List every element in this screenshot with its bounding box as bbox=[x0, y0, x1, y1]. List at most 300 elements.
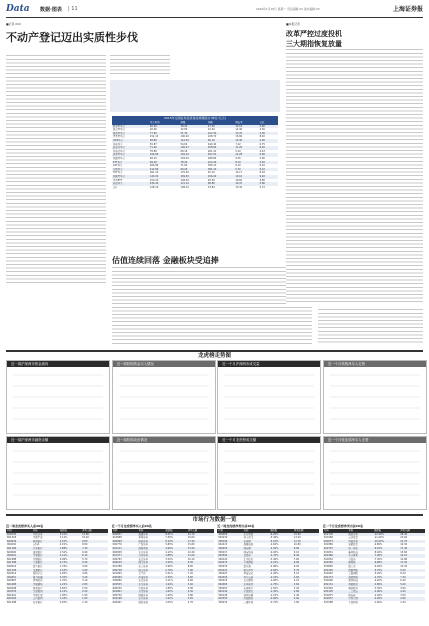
market-table bbox=[112, 524, 214, 624]
table-cell: -2.90% bbox=[269, 564, 279, 568]
chart-panel bbox=[112, 436, 216, 510]
table-cell: 1.88% bbox=[59, 547, 81, 551]
market-banner-title: 市场行为数据一览 bbox=[192, 517, 237, 523]
table-cell: 广发证券 bbox=[138, 543, 149, 547]
main-col-header: 规模 bbox=[179, 121, 206, 125]
table-cell: 混合型基金 bbox=[113, 128, 125, 132]
table-cell: 美的集团 bbox=[32, 590, 59, 594]
table-cell: 300070 bbox=[218, 564, 228, 568]
table-cell: 3.60 bbox=[293, 583, 319, 587]
table-cell: 5.10 bbox=[293, 572, 300, 576]
table-cell: 002657 bbox=[323, 597, 348, 601]
table-cell: 48.10 bbox=[149, 156, 157, 160]
table-cell: -2.00% bbox=[373, 597, 399, 601]
table-cell: 1.44% bbox=[59, 597, 81, 601]
table-row bbox=[112, 186, 278, 190]
table-cell: 光大证券 bbox=[138, 564, 149, 568]
table-cell: 601328 bbox=[6, 569, 32, 573]
market-col-header: 名称 bbox=[347, 529, 373, 533]
table-cell: 300226 bbox=[323, 572, 333, 576]
table-cell: -2.40% bbox=[373, 593, 383, 597]
table-cell: 8.20 bbox=[400, 572, 406, 576]
table-cell: 货币型基金 bbox=[113, 135, 125, 139]
market-table bbox=[323, 524, 425, 624]
table-cell: -10.60% bbox=[373, 540, 399, 544]
table-cell: 71.40 bbox=[149, 146, 180, 150]
left-headline: 不动产登记迈出实质性步伐 bbox=[6, 31, 138, 44]
table-cell: 002594 bbox=[217, 554, 242, 558]
table-cell: 100.40 bbox=[180, 135, 189, 139]
market-col-header: 净买入额 bbox=[187, 529, 214, 533]
table-cell: 8.03 bbox=[259, 171, 265, 175]
table-cell: 3.20% bbox=[164, 561, 186, 565]
table-cell: 47.30 bbox=[207, 125, 234, 129]
table-cell: 300188 bbox=[323, 600, 333, 604]
table-cell: 兴业银行 bbox=[32, 547, 59, 551]
table-cell: 兴业证券 bbox=[137, 554, 164, 558]
table-cell: 天齐锂业 bbox=[347, 554, 373, 558]
table-cell: 300392 bbox=[323, 586, 333, 590]
right-headline-1: 改革严控过度投机 bbox=[286, 30, 342, 38]
table-cell: -4.70% bbox=[373, 576, 399, 580]
table-cell: 招商证券 bbox=[137, 540, 164, 544]
chart-title: 近一周机构资金买入情况 bbox=[113, 361, 215, 367]
table-cell: 10.30 bbox=[400, 564, 408, 568]
table-cell: 19.60 bbox=[187, 536, 195, 540]
table-cell: 汤臣倍健 bbox=[243, 593, 254, 597]
table-cell: 中国建筑 bbox=[32, 583, 59, 587]
table-cell: 1.10% bbox=[59, 569, 81, 573]
table-cell: 安硕信息 bbox=[348, 543, 358, 547]
table-cell: 6.90 bbox=[82, 550, 88, 554]
table-cell: 2.22% bbox=[59, 583, 81, 587]
market-col-header: 涨跌幅 bbox=[269, 529, 293, 533]
table-cell: 2.41% bbox=[59, 554, 81, 558]
table-cell: 6.40 bbox=[400, 579, 406, 583]
table-cell: 1.90 bbox=[82, 593, 88, 597]
table-cell: 2.51% bbox=[165, 572, 173, 576]
table-cell: 3.50 bbox=[400, 593, 406, 597]
table-cell: 合计 bbox=[113, 185, 118, 189]
table-cell: 万达信息 bbox=[348, 536, 358, 540]
table-cell: 1.52% bbox=[59, 550, 68, 554]
market-col-header: 代码 bbox=[6, 529, 32, 533]
table-cell: 600369 bbox=[112, 576, 138, 580]
table-cell: 8.60 bbox=[187, 564, 194, 568]
table-cell: 129.20 bbox=[180, 156, 189, 160]
table-cell: 0.65% bbox=[59, 600, 68, 604]
table-cell: 四维图新 bbox=[347, 569, 373, 573]
table-cell: 002024 bbox=[217, 576, 242, 580]
table-cell: 601377 bbox=[112, 554, 138, 558]
table-cell: 4.20 bbox=[399, 590, 425, 594]
table-cell: 106.20 bbox=[207, 175, 234, 179]
right-article-body-2 bbox=[318, 308, 423, 344]
table-cell: 600958 bbox=[112, 550, 122, 554]
table-cell: -4.60% bbox=[269, 543, 279, 547]
chart-plot bbox=[220, 369, 318, 429]
table-cell: 68.16 bbox=[180, 149, 188, 153]
table-cell: -1.30% bbox=[269, 590, 293, 594]
table-cell: 19.30 bbox=[400, 543, 408, 547]
chart-title: 近一个月营业部净买入走势 bbox=[324, 437, 426, 443]
table-cell: 000333 bbox=[6, 590, 32, 594]
market-table-grid bbox=[112, 529, 214, 604]
market-col-header: 代码 bbox=[323, 529, 348, 533]
table-cell: 国投安信 bbox=[138, 600, 149, 604]
table-cell: 万科A bbox=[32, 543, 40, 547]
table-cell: 38.20 bbox=[179, 125, 206, 129]
table-cell: 10.10 bbox=[187, 557, 195, 561]
table-cell: 4.10 bbox=[293, 579, 300, 583]
table-cell: 46.90 bbox=[149, 128, 157, 132]
table-cell: 中国太保 bbox=[32, 593, 43, 597]
table-cell: 002466 bbox=[323, 554, 348, 558]
chart-title: 近一个月沪深两市成交量 bbox=[218, 361, 320, 367]
table-cell: 碧水源 bbox=[243, 564, 251, 568]
table-cell: 17.40 bbox=[399, 547, 425, 551]
table-cell: 2.16% bbox=[59, 590, 81, 594]
table-cell: 汇川技术 bbox=[243, 557, 254, 561]
table-cell: 108.10 bbox=[180, 185, 189, 189]
table-cell: 海康威视 bbox=[243, 543, 254, 547]
section-name: 数据·图表 bbox=[40, 7, 62, 13]
table-cell: 2.20 bbox=[81, 590, 108, 594]
table-cell: 同花顺 bbox=[243, 547, 269, 551]
table-cell: 002131 bbox=[323, 583, 348, 587]
table-cell: 债券型基金 bbox=[112, 132, 149, 136]
table-cell: 300275 bbox=[323, 593, 333, 597]
chart-title: 近一周沪深两市融资余额 bbox=[7, 437, 109, 443]
table-cell: 600016 bbox=[7, 564, 17, 568]
chart-panel bbox=[323, 436, 427, 510]
table-cell: 14.10 bbox=[399, 554, 425, 558]
table-cell: 19.10 bbox=[234, 175, 258, 179]
table-cell: 000728 bbox=[112, 569, 138, 573]
table-cell: 格力电器 bbox=[32, 576, 59, 580]
table-cell: 股票型基金 bbox=[112, 125, 149, 129]
table-cell: 5.60 bbox=[399, 583, 425, 587]
table-cell: -6.20% bbox=[373, 564, 383, 568]
table-cell: 封闭式基金 bbox=[112, 146, 149, 150]
table-cell: 78.20 bbox=[179, 161, 206, 165]
table-cell: 6.10 bbox=[81, 554, 108, 558]
chart-plot bbox=[115, 369, 213, 429]
table-cell: 9.20 bbox=[399, 569, 425, 573]
table-cell: 24.20 bbox=[207, 128, 215, 132]
table-cell: 000002 bbox=[7, 543, 17, 547]
table-cell: 002353 bbox=[217, 597, 242, 601]
table-cell: 梅安森 bbox=[348, 593, 356, 597]
table-cell: -2.40% bbox=[269, 572, 279, 576]
table-cell: 网宿科技 bbox=[243, 550, 254, 554]
table-cell: 300104 bbox=[217, 540, 242, 544]
table-cell: 东方财富 bbox=[243, 533, 269, 537]
brand-logo: 上海证券报 bbox=[392, 6, 423, 13]
table-cell: -2.90% bbox=[373, 590, 399, 594]
chart-plot bbox=[9, 369, 107, 429]
table-cell: -8.40% bbox=[373, 550, 383, 554]
table-cell: 指数型基金 bbox=[113, 156, 125, 160]
table-cell: 10.40 bbox=[82, 536, 89, 540]
table-cell: 224.40 bbox=[207, 161, 234, 165]
table-cell: 9.90 bbox=[293, 547, 319, 551]
table-cell: 12.28 bbox=[234, 153, 258, 157]
table-cell: 601198 bbox=[112, 597, 138, 601]
market-col-header: 涨跌幅 bbox=[373, 529, 399, 533]
table-cell: -12.40% bbox=[373, 533, 399, 537]
table-cell: 7.30 bbox=[399, 576, 425, 580]
table-cell: 600109 bbox=[112, 561, 138, 565]
table-cell: 东北证券 bbox=[138, 579, 149, 583]
table-cell: 600104 bbox=[6, 597, 32, 601]
table-cell: 康得新 bbox=[347, 561, 373, 565]
table-cell: 12.80 bbox=[400, 557, 408, 561]
table-cell: 平安银行 bbox=[32, 554, 59, 558]
right-kicker: ■本报记者 bbox=[286, 22, 300, 26]
table-cell: 13.20 bbox=[187, 547, 214, 551]
table-cell: 4.90 bbox=[259, 139, 278, 143]
table-cell: 8.80 bbox=[82, 543, 88, 547]
table-cell: 1.90% bbox=[59, 593, 68, 597]
table-cell: 600030 bbox=[6, 533, 32, 537]
table-cell: 乐普医疗 bbox=[243, 586, 254, 590]
market-table-title: 近一个月龙虎榜净卖出前20名 bbox=[322, 524, 363, 528]
table-cell: 1.40% bbox=[165, 593, 173, 597]
table-cell: -6.80% bbox=[373, 561, 399, 565]
table-cell: 121.10 bbox=[179, 182, 206, 186]
table-cell: 6.10 bbox=[259, 168, 278, 172]
table-cell: 102.20 bbox=[179, 153, 206, 157]
table-cell: 9.60 bbox=[81, 540, 108, 544]
table-cell: 380.10 bbox=[207, 164, 217, 168]
table-cell: 300059 bbox=[217, 533, 242, 537]
market-col-header: 代码 bbox=[112, 529, 138, 533]
table-cell: 6.90 bbox=[293, 561, 319, 565]
table-cell: -4.20% bbox=[373, 579, 383, 583]
page-header bbox=[6, 4, 423, 16]
table-cell: 000001 bbox=[6, 554, 32, 558]
table-cell: 游族网络 bbox=[347, 576, 373, 580]
table-cell: 浦发银行 bbox=[32, 550, 43, 554]
table-cell: 5.70 bbox=[234, 168, 258, 172]
table-cell: 300380 bbox=[323, 543, 333, 547]
table-cell: 002065 bbox=[217, 583, 242, 587]
left-kicker: ■记者 XXX bbox=[6, 22, 21, 26]
chart-plot bbox=[326, 445, 424, 505]
table-cell: 爱尔眼科 bbox=[243, 579, 254, 583]
table-cell: QDII基金 bbox=[112, 139, 149, 143]
table-cell: -11.20% bbox=[373, 536, 384, 540]
table-cell: 12.40 bbox=[234, 139, 258, 143]
table-cell: 伊利股份 bbox=[32, 579, 43, 583]
table-cell: 002736 bbox=[323, 533, 348, 537]
table-cell: 228.60 bbox=[207, 146, 234, 150]
table-cell: 1.70% bbox=[59, 579, 68, 583]
table-cell: 国泰君安 bbox=[137, 547, 164, 551]
table-cell: 46.10 bbox=[207, 139, 234, 143]
table-cell: 7.22 bbox=[235, 142, 241, 146]
table-cell: 1.05% bbox=[165, 600, 173, 604]
table-cell: 2.50 bbox=[82, 586, 88, 590]
table-cell: 11.00 bbox=[187, 554, 214, 558]
market-col-header: 涨跌幅 bbox=[59, 529, 81, 533]
left-article-body bbox=[6, 54, 106, 284]
table-cell: 600036 bbox=[6, 540, 32, 544]
table-cell: 300124 bbox=[218, 557, 228, 561]
table-cell: 1.80% bbox=[165, 586, 173, 590]
table-cell: 2.10% bbox=[59, 540, 81, 544]
table-cell: 497.61 bbox=[207, 153, 234, 157]
table-row bbox=[323, 601, 425, 605]
table-cell: 600837 bbox=[112, 533, 138, 537]
table-cell: 261.10 bbox=[149, 171, 159, 175]
table-cell: 3.80 bbox=[82, 572, 88, 576]
table-cell: 4.60 bbox=[293, 576, 319, 580]
table-cell: 分级基金 bbox=[112, 168, 149, 172]
table-cell: 1.62% bbox=[164, 590, 186, 594]
mid-headline: 估值连续回落 金融板块受追捧 bbox=[112, 255, 219, 265]
main-table bbox=[112, 116, 278, 189]
table-cell: 中信证券 bbox=[138, 586, 149, 590]
market-table bbox=[6, 524, 108, 624]
right-article bbox=[286, 22, 423, 49]
table-cell: 海通证券 bbox=[137, 533, 164, 537]
table-cell: 1.33% bbox=[59, 564, 68, 568]
market-table-title: 近一周龙虎榜净卖出前20名 bbox=[217, 524, 255, 528]
table-cell: 7.30 bbox=[81, 547, 108, 551]
market-col-header: 净卖出额 bbox=[293, 529, 319, 533]
chart-panel bbox=[217, 360, 321, 434]
table-cell: 5.21% bbox=[59, 533, 81, 537]
table-cell: 228.70 bbox=[207, 135, 217, 139]
table-cell: 601555 bbox=[112, 583, 138, 587]
figure-placeholder bbox=[110, 80, 280, 112]
table-cell: -5.70% bbox=[373, 569, 399, 573]
table-cell: 8.40 bbox=[293, 554, 319, 558]
table-cell: 开放式基金 bbox=[113, 149, 125, 153]
table-cell: 中科金财 bbox=[347, 597, 373, 601]
table-cell: 9.10 bbox=[293, 550, 300, 554]
table-cell: 33.84 bbox=[207, 185, 215, 189]
table-cell: 601601 bbox=[7, 593, 17, 597]
table-cell: 15.60 bbox=[293, 533, 319, 537]
table-cell: 保本型基金 bbox=[112, 153, 149, 157]
table-cell: 71.60 bbox=[180, 164, 188, 168]
table-cell: 4.90 bbox=[400, 586, 406, 590]
table-cell: 中国银行 bbox=[32, 557, 43, 561]
table-cell: 荣科科技 bbox=[348, 579, 358, 583]
table-cell: 杰瑞股份 bbox=[243, 597, 269, 601]
table-cell: 5.10 bbox=[235, 149, 241, 153]
table-cell: 2.40 bbox=[293, 593, 300, 597]
table-cell: 乐视网 bbox=[243, 540, 269, 544]
table-cell: 暴风科技 bbox=[348, 550, 358, 554]
table-cell: ETF基金 bbox=[112, 161, 149, 165]
left-article bbox=[6, 22, 151, 45]
table-cell: 601901 bbox=[112, 590, 138, 594]
table-cell: 148.30 bbox=[180, 178, 189, 182]
table-cell: 5.90 bbox=[259, 132, 278, 136]
table-cell: 国金证券 bbox=[137, 561, 164, 565]
table-cell: 0.96% bbox=[59, 557, 68, 561]
market-col-header: 净买入额 bbox=[81, 529, 108, 533]
table-cell: -1.70% bbox=[269, 583, 293, 587]
table-cell: 西南证券 bbox=[137, 576, 164, 580]
table-cell: 51.30 bbox=[179, 132, 206, 136]
table-cell: 45.30 bbox=[207, 178, 215, 182]
table-cell: 600887 bbox=[7, 579, 17, 583]
table-cell: 东方证券 bbox=[138, 550, 149, 554]
table-cell: 利欧股份 bbox=[347, 583, 373, 587]
table-cell: -7.30% bbox=[373, 557, 383, 561]
table-cell: 002475 bbox=[217, 561, 242, 565]
section-logo: Data bbox=[6, 4, 30, 14]
table-cell: 4.30 bbox=[259, 128, 265, 132]
table-cell: 82.40 bbox=[149, 125, 180, 129]
table-cell: 81.87 bbox=[149, 142, 157, 146]
table-cell: 6.20 bbox=[293, 564, 300, 568]
table-cell: 381.10 bbox=[207, 168, 234, 172]
table-cell: 比亚迪 bbox=[243, 554, 269, 558]
table-cell: 国海证券 bbox=[138, 593, 149, 597]
table-cell: -4.00% bbox=[269, 550, 279, 554]
table-cell: -5.20% bbox=[373, 572, 383, 576]
table-cell: 601688 bbox=[112, 536, 122, 540]
table-cell: 1.22% bbox=[164, 597, 186, 601]
table-cell: 000750 bbox=[112, 593, 122, 597]
market-tables bbox=[6, 524, 423, 624]
table-cell: 21.70 bbox=[399, 540, 425, 544]
table-cell: 5.70 bbox=[82, 557, 88, 561]
table-cell: 601788 bbox=[112, 564, 122, 568]
table-cell: 腾信股份 bbox=[348, 586, 358, 590]
table-cell: 5.80% bbox=[165, 543, 173, 547]
market-banner bbox=[6, 514, 423, 524]
table-cell: 保利地产 bbox=[32, 586, 43, 590]
table-cell: 3.12% bbox=[59, 536, 68, 540]
table-cell: 002797 bbox=[323, 547, 348, 551]
table-cell: 太平洋 bbox=[138, 572, 146, 576]
header-rule bbox=[6, 17, 423, 18]
table-cell: 8.40 bbox=[259, 135, 265, 139]
market-col-header: 代码 bbox=[217, 529, 242, 533]
chart-panel bbox=[112, 360, 216, 434]
table-cell: 上海钢联 bbox=[348, 572, 358, 576]
table-cell: 4.30 bbox=[187, 590, 214, 594]
table-cell: 4.01% bbox=[59, 543, 68, 547]
table-cell: -3.70% bbox=[269, 554, 293, 558]
table-cell: 000686 bbox=[112, 579, 122, 583]
table-cell: 78.80 bbox=[149, 149, 157, 153]
table-cell: 中国平安 bbox=[32, 536, 43, 540]
table-cell: 300252 bbox=[323, 557, 333, 561]
table-cell: 19.60 bbox=[235, 178, 243, 182]
table-cell: 5.20 bbox=[81, 561, 108, 565]
table-cell: 300146 bbox=[218, 593, 228, 597]
table-cell: 13.20 bbox=[293, 536, 301, 540]
date-line: 2016年1月18日 星期一 责任编辑:XX 美术编辑:XX bbox=[256, 7, 320, 11]
table-cell: 92.10 bbox=[207, 171, 215, 175]
table-cell: 601398 bbox=[6, 561, 32, 565]
table-cell: 15.10 bbox=[234, 125, 258, 129]
table-cell: 300017 bbox=[218, 550, 228, 554]
table-cell: 15.80 bbox=[235, 135, 243, 139]
table-cell: 600519 bbox=[7, 572, 17, 576]
market-col-header: 名称 bbox=[243, 529, 269, 533]
market-table-grid bbox=[323, 529, 425, 604]
chart-title: 近一个月机构净买入走势 bbox=[324, 361, 426, 367]
